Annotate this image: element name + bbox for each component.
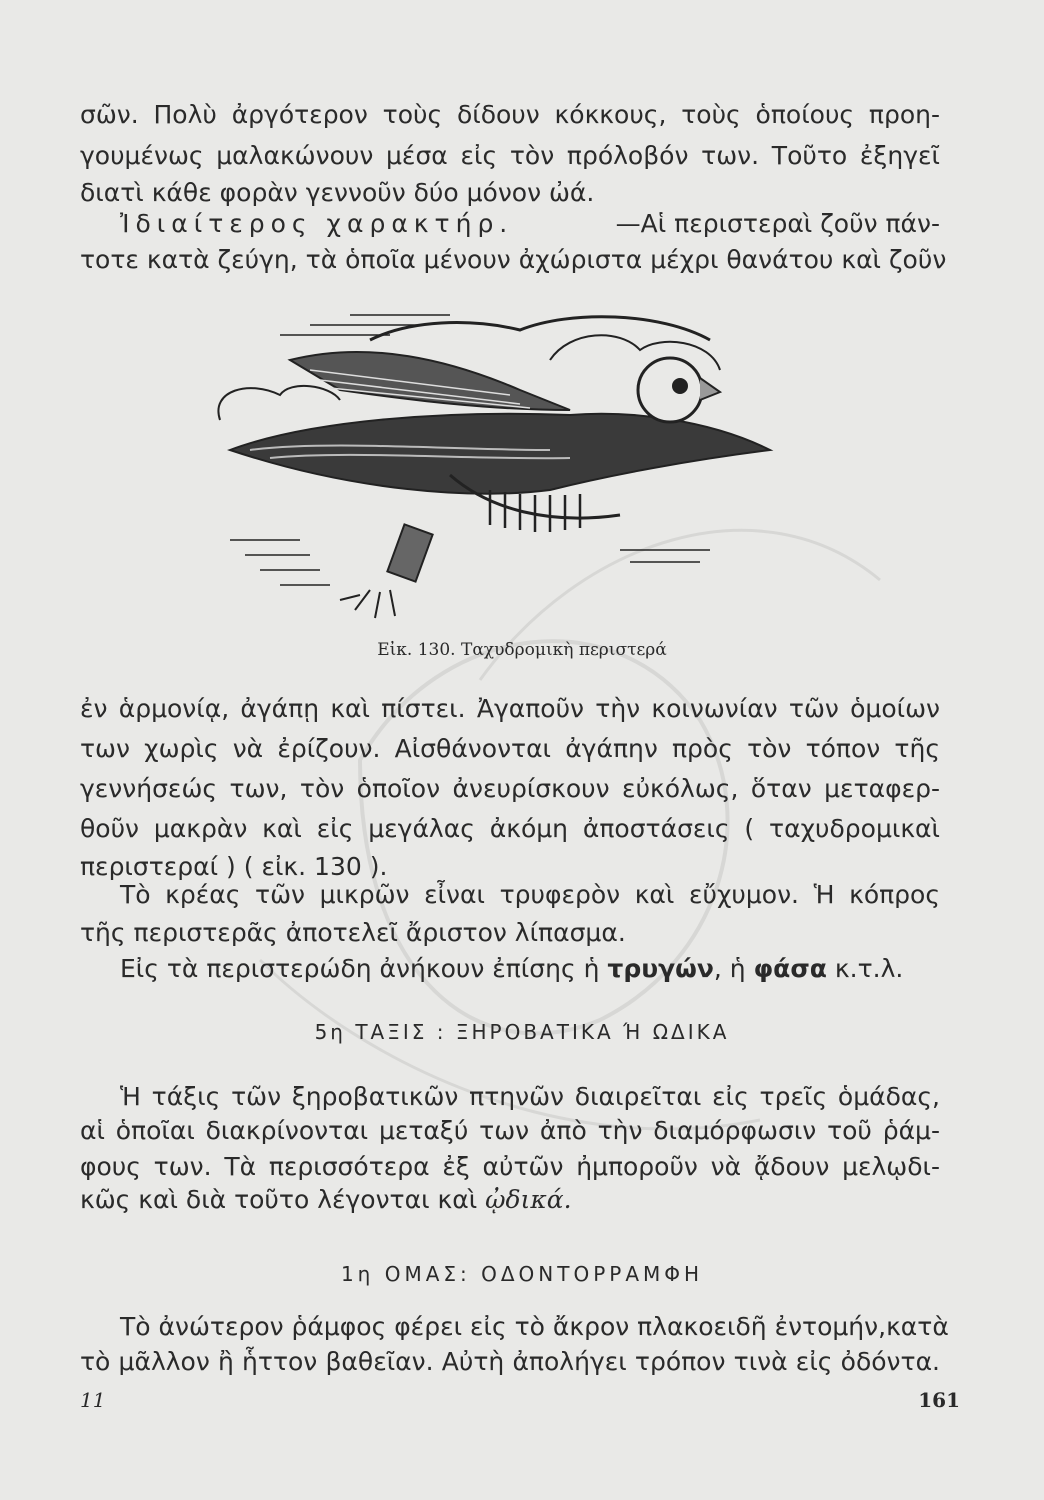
text-line: φους των. Τὰ περισσότερα ἐξ αὐτῶν ἠμποροῦν νὰ ᾄδουν μελῳδι- xyxy=(80,1152,940,1181)
page-number: 161 xyxy=(918,1388,960,1412)
text-line: διατὶ κάθε φορὰν γεννοῦν δύο μόνον ὠά. xyxy=(80,178,595,207)
carrier-pigeon-illustration xyxy=(190,300,810,630)
subsection-heading: 1η ΟΜΑΣ: ΟΔΟΝΤΟΡΡΑΜΦΗ xyxy=(340,1262,704,1286)
text-line: σῶν. Πολὺ ἀργότερον τοὺς δίδουν κόκκους, τοὺς ὁποίους προη- xyxy=(80,100,940,129)
text-line: ἐν ἁρμονίᾳ, ἀγάπῃ καὶ πίστει. Ἀγαποῦν τὴν κοινωνίαν τῶν ὁμοίων xyxy=(80,694,940,723)
text-line: περιστεραί ) ( εἰκ. 130 ). xyxy=(80,852,388,881)
text-line: γουμένως μαλακώνουν μέσα εἰς τὸν πρόλοβόν των. Τοῦτο ἐξηγεῖ xyxy=(80,141,940,170)
text-line: τῆς περιστερᾶς ἀποτελεῖ ἄριστον λίπασμα. xyxy=(80,918,626,947)
text-line: Τὸ κρέας τῶν μικρῶν εἶναι τρυφερὸν καὶ εὔχυμον. Ἡ κόπρος xyxy=(120,880,940,909)
text-line: θοῦν μακρὰν καὶ εἰς μεγάλας ἀκόμη ἀποστάσεις ( ταχυδρομικαὶ xyxy=(80,814,940,843)
text-line xyxy=(80,1183,940,1217)
section-heading: 5η ΤΑΞΙΣ : ΞΗΡΟΒΑΤΙΚΑ Ή ΩΔΙΚΑ xyxy=(314,1020,730,1044)
text-fragment: κῶς καὶ διὰ τοῦτο λέγονται καὶ xyxy=(80,1185,486,1214)
figure-caption: Εἰκ. 130. Ταχυδρομικὴ περιστερά xyxy=(377,640,667,660)
text-line: τοτε κατὰ ζεύγη, τὰ ὁποῖα μένουν ἀχώριστα μέχρι θανάτου καὶ ζοῦν xyxy=(80,245,947,274)
italic-term: ᾠδικά. xyxy=(485,1185,572,1214)
text-fragment: Εἰς τὰ περιστερώδη ἀνήκουν ἐπίσης ἡ xyxy=(120,954,608,983)
text-line: Ἡ τάξις τῶν ξηροβατικῶν πτηνῶν διαιρεῖται εἰς τρεῖς ὁμάδας, xyxy=(120,1082,940,1111)
bold-term: φάσα xyxy=(753,954,827,983)
subheading-spaced: Ἰδιαίτερος χαρακτήρ. xyxy=(120,209,514,238)
text-line xyxy=(80,952,940,986)
text-fragment: —Αἱ περιστεραὶ ζοῦν πάν- xyxy=(615,209,940,238)
text-line: των χωρὶς νὰ ἐρίζουν. Αἰσθάνονται ἀγάπην πρὸς τὸν τόπον τῆς xyxy=(80,734,940,763)
text-line: Τὸ ἀνώτερον ῥάμφος φέρει εἰς τὸ ἄκρον πλακοειδῆ ἐντομήν,κατὰ xyxy=(120,1312,949,1341)
signature-mark: 11 xyxy=(80,1388,106,1412)
text-fragment: , ἡ xyxy=(713,954,754,983)
text-line-with-subheading xyxy=(80,207,940,241)
text-line: τὸ μᾶλλον ἢ ἧττον βαθεῖαν. Αὐτὴ ἀπολήγει τρόπον τινὰ εἰς ὀδόντα. xyxy=(80,1347,940,1376)
text-line: αἱ ὁποῖαι διακρίνονται μεταξύ των ἀπὸ τὴν διαμόρφωσιν τοῦ ῥάμ- xyxy=(80,1116,940,1145)
text-line: γεννήσεώς των, τὸν ὁποῖον ἀνευρίσκουν εὐκόλως, ὅταν μεταφερ- xyxy=(80,774,940,803)
bold-term: τρυγών xyxy=(607,954,714,983)
text-fragment: κ.τ.λ. xyxy=(826,954,904,983)
